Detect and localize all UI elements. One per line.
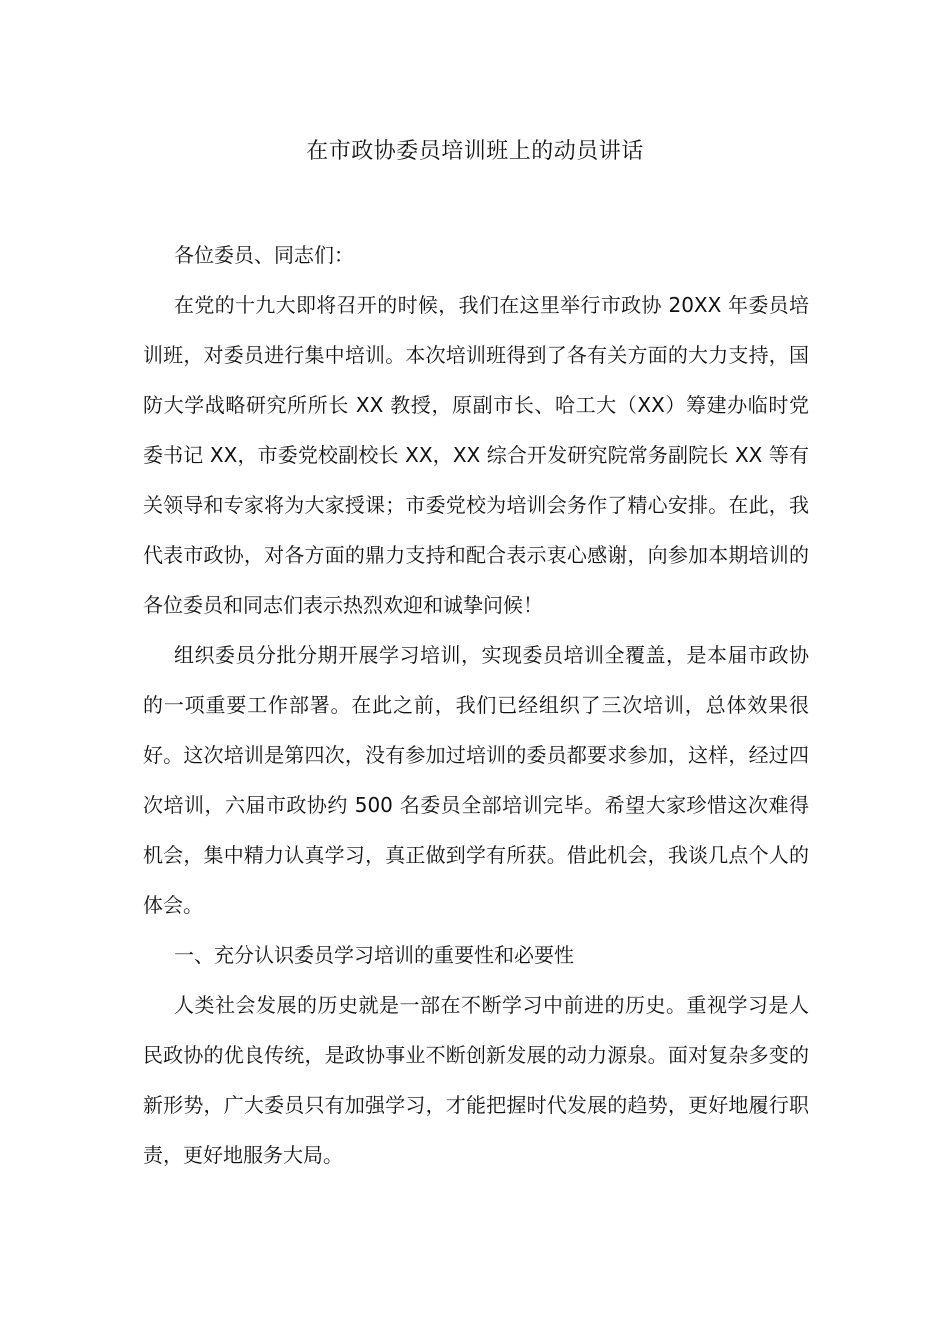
salutation: 各位委员、同志们： (174, 243, 354, 267)
section-heading: 一、充分认识委员学习培训的重要性和必要性 (174, 943, 574, 967)
document-title: 在市政协委员培训班上的动员讲话 (306, 139, 644, 164)
paragraph-section-one: 人类社会发展的历史就是一部在不断学习中前进的历史。重视学习是人民政协的优良传统，是政协事业不断创新发展的动力源泉。面对复杂多变的新形势，广大委员只有加强学习，才能把握时代发展的趋势，更好地履行职责，更好地服务大局。 (143, 993, 809, 1167)
paragraph-training-plan: 组织委员分批分期开展学习培训，实现委员培训全覆盖，是本届市政协的一项重要工作部署。在此之前，我们已经组织了三次培训，总体效果很好。这次培训是第四次，没有参加过培训的委员都要求参加，这样，经过四次培训，六届市政协约 500 名委员全部培训完毕。希望大家珍惜这次难得机会，集中精力认真学习，真正做到学有所获。借此机会，我谈几点个人的体会。 (143, 643, 809, 917)
document-body (143, 230, 809, 1180)
paragraph-opening: 在党的十九大即将召开的时候，我们在这里举行市政协 20XX 年委员培训班，对委员进行集中培训。本次培训班得到了各有关方面的大力支持，国防大学战略研究所所长 XX 教授，原副市长、哈工大（XX）筹建办临时党委书记 XX，市委党校副校长 XX，XX 综合开发研究院常务副院长 XX 等有关领导和专家将为大家授课；市委党校为培训会务作了精心安排。在此，我代表市政协，对各方面的鼎力支持和配合表示衷心感谢，向参加本期培训的各位委员和同志们表示热烈欢迎和诚挚问候！ (143, 293, 809, 617)
